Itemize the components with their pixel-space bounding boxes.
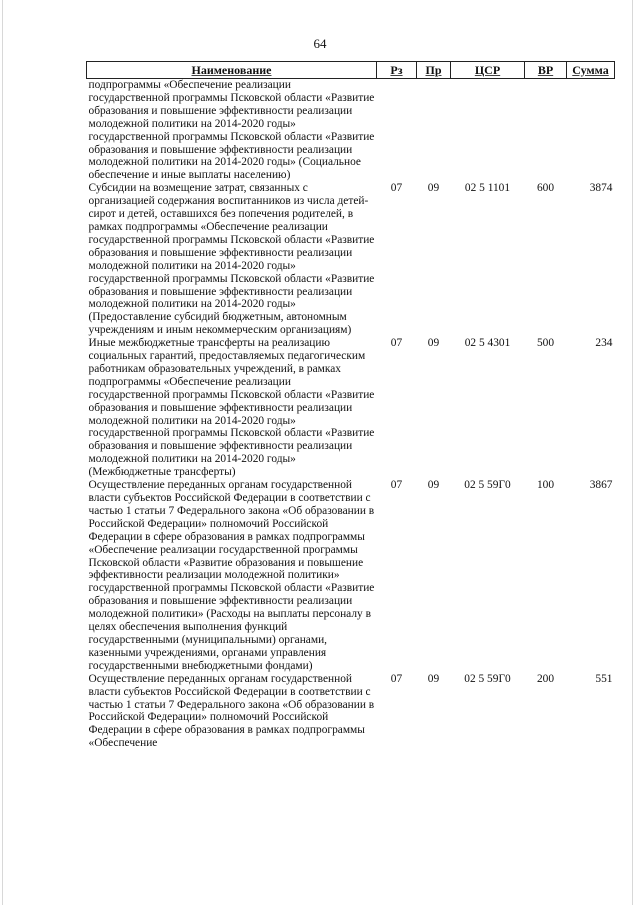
row-rz: 07 [390,672,403,685]
row-pr: 09 [427,479,440,492]
row-pr: 09 [427,182,440,195]
table-row [87,479,615,673]
row-csr: 02 5 59Г0 [464,672,511,685]
row-rz: 07 [390,479,403,492]
row-name: Субсидии на возмещение затрат, связанных с организацией содержания воспитанников из числа детей-сирот и детей, оставшихся без попечения родителей, в рамках подпрограммы «Обеспечение реализации государственной программы Псковской области «Развитие образования и повышение эффективности реализации молодежной политики на 2014-2020 годы» государственной программы Псковской области «Развитие образования и повышение эффективности реализации молодежной политики на 2014-2020 годы» (Предоставление субсидий бюджетным, автономным учреждениям и иным некоммерческим организациям) [88,182,375,337]
row-sum: 3867 [589,479,613,492]
row-csr: 02 5 4301 [464,337,511,350]
page-edge-left [2,0,3,905]
table-row [87,337,615,479]
row-rz: 07 [390,337,403,350]
row-vr [525,79,567,183]
budget-table [86,61,615,750]
row-csr: 02 5 1101 [464,182,511,195]
table-row [87,79,615,183]
column-header-rz: Рз [377,62,417,79]
row-rz: 07 [390,182,403,195]
column-header-name: Наименование [87,62,377,79]
row-sum: 551 [595,672,613,685]
row-name: Осуществление переданных органам государственной власти субъектов Российской Федерации в соответствии с частью 1 статьи 7 Федерального закона «Об образовании в Российской Федерации» полномочий Российской Федерации в сфере образования в рамках подпрограммы «Обеспечение [88,672,375,750]
table-header-row [87,62,615,79]
row-pr: 09 [427,337,440,350]
row-vr: 200 [536,672,555,685]
column-header-sum: Сумма [567,62,615,79]
row-vr: 100 [536,479,555,492]
row-vr: 600 [536,182,555,195]
row-csr [451,79,525,183]
page-number: 64 [313,36,327,51]
row-name: Иные межбюджетные трансферты на реализацию социальных гарантий, предоставляемых педагогическим работникам образовательных учреждений, в рамках подпрограммы «Обеспечение реализации государственной программы Псковской области «Развитие образования и повышение эффективности реализации молодежной политики на 2014-2020 годы» государственной программы Псковской области «Развитие образования и повышение эффективности реализации молодежной политики на 2014-2020 годы» (Межбюджетные трансферты) [88,337,375,479]
table-row [87,182,615,337]
row-csr: 02 5 59Г0 [464,479,511,492]
row-vr: 500 [536,337,555,350]
table-row [87,673,615,750]
row-sum [567,79,615,183]
row-sum: 234 [595,337,613,350]
column-header-vr: ВР [525,62,567,79]
row-pr [417,79,451,183]
row-pr: 09 [427,672,440,685]
row-sum: 3874 [589,182,613,195]
column-header-pr: Пр [417,62,451,79]
row-rz [377,79,417,183]
row-name: подпрограммы «Обеспечение реализации государственной программы Псковской области «Развитие образования и повышение эффективности реализации молодежной политики на 2014-2020 годы» государственной программы Псковской области «Развитие образования и повышение эффективности реализации молодежной политики на 2014-2020 годы» (Социальное обеспечение и иные выплаты населению) [88,79,375,182]
row-name: Осуществление переданных органам государственной власти субъектов Российской Федерации в соответствии с частью 1 статьи 7 Федерального закона «Об образовании в Российской Федерации» полномочий Российской Федерации в сфере образования в рамках подпрограммы «Обеспечение реализации государственной программы Псковской области «Развитие образования и повышение эффективности реализации молодежной политики» государственной программы Псковской области «Развитие образования и повышение эффективности реализации молодежной политики» (Расходы на выплаты персоналу в целях обеспечения выполнения функций государственными (муниципальными) органами, казенными учреждениями, органами управления государственными внебюджетными фондами) [88,479,375,672]
page-edge-right [632,0,633,905]
column-header-csr: ЦСР [451,62,525,79]
